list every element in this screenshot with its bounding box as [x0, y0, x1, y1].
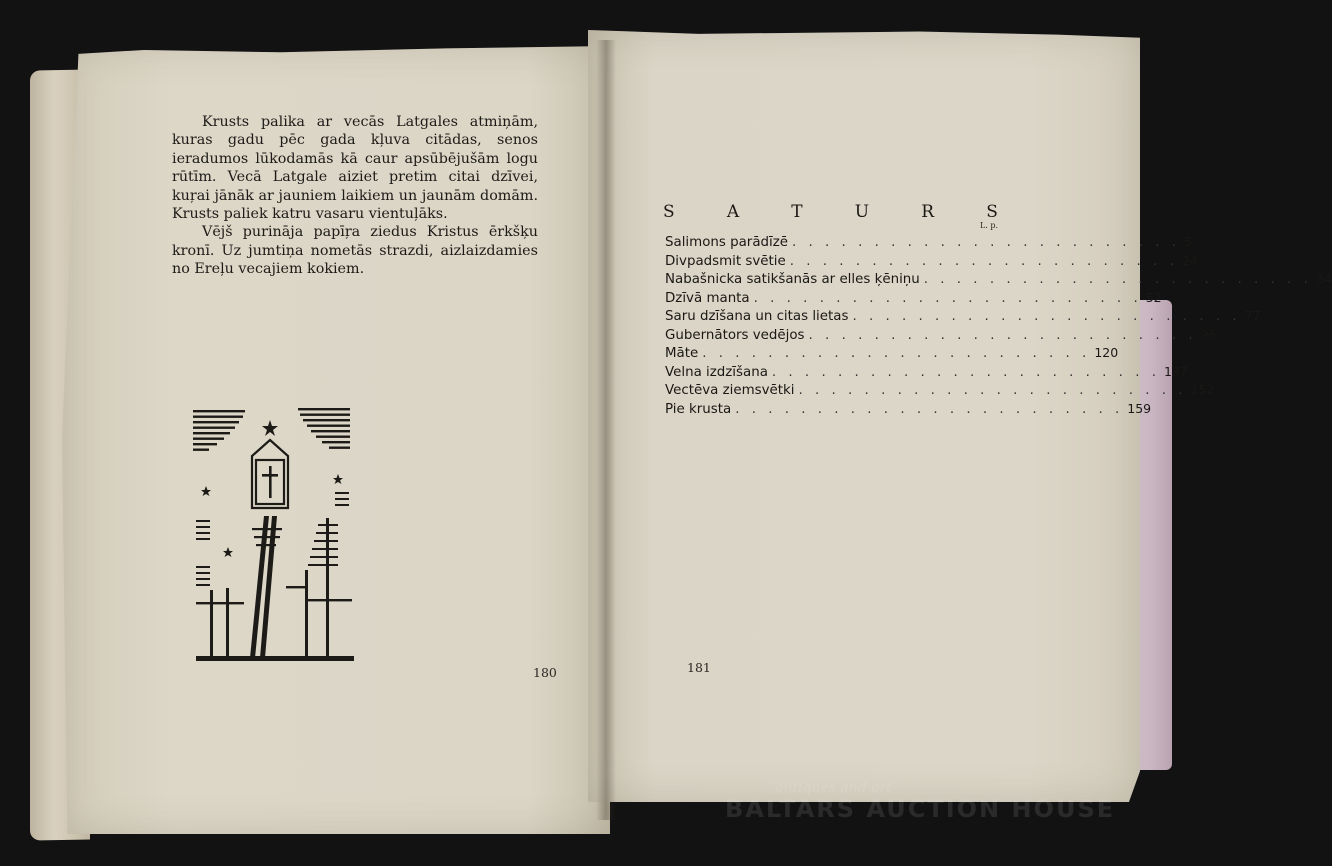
left-page-text	[172, 113, 538, 279]
toc-heading-letter: S	[663, 202, 675, 222]
toc-entry-page: 96	[1200, 326, 1217, 342]
page-number-left: 180	[533, 665, 557, 680]
toc-entry	[665, 326, 1217, 346]
watermark-script: antiques and art	[775, 780, 892, 796]
toc-entry-page: 137	[1163, 363, 1188, 379]
toc-entry-page: 159	[1127, 400, 1152, 416]
toc-entry-title: Māte	[665, 346, 699, 361]
paragraph: Krusts palika ar vecās Latgales atmiņām, kuras gadu pēc gada kļuva citādas, senos ieradumos lūkodamās kā caur apsūbējušām logu rūtīm. Vecā Latgale aiziet pretim citai dzīvei, kuŗai jānāk ar jauniem laikiem un jaunām domām. Krusts paliek katru vasaru vientuļāks.	[172, 114, 538, 223]
toc-entry	[665, 382, 1215, 401]
toc-leader-dots: . . . . . . . . . . . . . . . . . . . . . . . .	[702, 346, 1091, 361]
toc-entry	[665, 345, 1119, 364]
toc-entry	[665, 289, 1162, 309]
toc-entry-title: Vectēva ziemsvētki	[665, 383, 795, 398]
paragraph: Vējš purināja papīŗa ziedus Kristus ērkšķu kronī. Uz jumtiņa nometās strazdi, aizlaizdamies no Ereļu vecajiem kokiem.	[172, 224, 538, 278]
toc-leader-dots: . . . . . . . . . . . . . . . . . . . . . . . .	[789, 253, 1178, 269]
toc-heading	[663, 202, 998, 222]
decor-lines-left	[193, 410, 245, 451]
toc-leader-dots: . . . . . . . . . . . . . . . . . . . . . . . .	[852, 309, 1241, 324]
toc-entry-page: 120	[1094, 345, 1119, 360]
toc-heading-letter: R	[921, 202, 935, 222]
toc-entry-page: 152	[1190, 382, 1215, 397]
toc-entry-page: 5	[1184, 234, 1193, 249]
toc-leader-dots: . . . . . . . . . . . . . . . . . . . . . . . .	[771, 364, 1160, 380]
page-number-right: 181	[687, 660, 711, 675]
book-gutter	[596, 40, 616, 820]
toc-leader-dots: . . . . . . . . . . . . . . . . . . . . . . . .	[792, 235, 1181, 250]
toc-entry-title: Pie krusta	[665, 401, 732, 417]
toc-entry-title: Nabašnicka satikšanās ar elles ķēniņu	[665, 272, 920, 287]
toc-leader-dots: . . . . . . . . . . . . . . . . . . . . . . . .	[753, 290, 1142, 306]
toc-entry	[665, 271, 1332, 290]
toc-leader-dots: . . . . . . . . . . . . . . . . . . . . . . . .	[923, 272, 1312, 287]
watermark-logo: BALTARS AUCTION HOUSE	[725, 795, 1116, 823]
toc-entry-title: Saru dzīšana un citas lietas	[665, 309, 849, 324]
toc-leader-dots: . . . . . . . . . . . . . . . . . . . . . . . .	[808, 327, 1197, 343]
toc-entry	[665, 234, 1193, 253]
toc-entry-page: 77	[1244, 308, 1261, 323]
toc-entry-page: 34	[1315, 271, 1332, 286]
toc-entry	[665, 400, 1152, 420]
toc-page-column-label: L. p.	[980, 221, 999, 230]
toc-entry-title: Salimons parādīzē	[665, 235, 789, 250]
table-of-contents	[665, 234, 1332, 419]
toc-heading-letter: A	[726, 202, 740, 222]
toc-entry-page: 24	[1181, 252, 1198, 268]
toc-leader-dots: . . . . . . . . . . . . . . . . . . . . . . . .	[798, 383, 1187, 398]
cross-illustration	[190, 400, 360, 670]
toc-entry-title: Divpadsmit svētie	[665, 253, 786, 269]
toc-entry-title: Gubernātors vedējos	[665, 327, 805, 343]
toc-heading-letter: U	[854, 202, 870, 222]
toc-entry-title: Velna izdzīšana	[665, 364, 768, 380]
toc-entry-page: 52	[1145, 289, 1162, 305]
toc-entry	[665, 363, 1188, 383]
toc-entry	[665, 308, 1261, 327]
toc-leader-dots: . . . . . . . . . . . . . . . . . . . . . . . .	[735, 401, 1124, 417]
toc-heading-letter: S	[986, 202, 998, 222]
toc-entry	[665, 252, 1198, 272]
toc-entry-title: Dzīvā manta	[665, 290, 750, 306]
toc-heading-letter: T	[791, 202, 803, 222]
decor-lines-right	[298, 408, 350, 449]
